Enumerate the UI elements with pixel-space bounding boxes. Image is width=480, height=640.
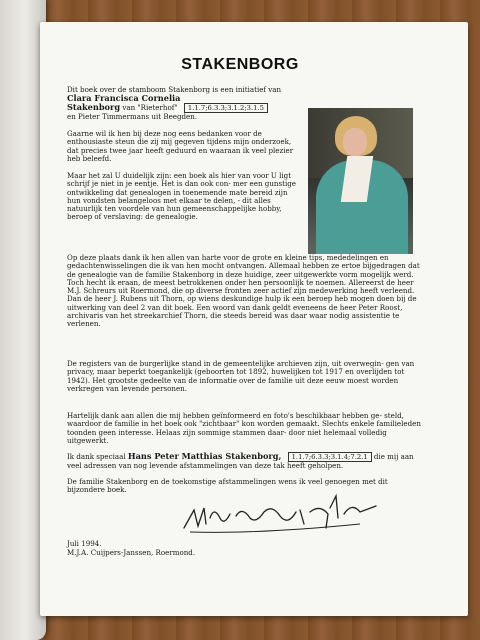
- genealogy-code: 1.1.7;6.3.3;3.1.2;3.1.5: [184, 103, 268, 113]
- paragraph-photos: Hartelijk dank aan allen die mij hebben geïnformeerd en foto's beschikbaar hebben ge- steld, waardoor de familie in het boek ook "zichtbaar" kon worden gemaakt. Slechts enkele familieleden toonden geen interesse. Helaas zijn sommige stammen daar- door niet helemaal volledig uitgewerkt.: [67, 411, 421, 445]
- paragraph-closing: De familie Stakenborg en de toekomstige afstammelingen wens ik veel genoegen met dit bijzondere boek.: [67, 477, 388, 495]
- initiator-place: van "Rieterhof": [122, 102, 178, 112]
- page-title: STAKENBORG: [181, 56, 299, 73]
- footer-date: Juli 1994.: [67, 539, 102, 548]
- paragraph-thanks: Gaarne wil ik hen bij deze nog eens bedanken voor de enthousiaste steun die zij mij gegeven tijdens mijn onderzoek, dat precies twee jaar heeft geduurd en waaraan ik veel plezier heb beleefd.: [67, 129, 294, 163]
- footer-author: M.J.A. Cuijpers-Janssen, Roermond.: [67, 548, 196, 557]
- portrait-photo: [308, 108, 413, 254]
- paragraph-acknowledgements: Op deze plaats dank ik hen allen van harte voor de grote en kleine tips, mededelingen en gedachtenwisselingen die ik van hen mocht ontvangen. Allemaal hebben ze ertoe bijgedragen dat de genealogie van de familie Stakenborg in deze huidige, zeer uitgewerkte vorm mogelijk werd. Toch hecht ik eraan, de meest betrokkenen onder hen persoonlijk te noemen. Allereerst de heer M.J. Schreurs uit Roermond, die op diverse fronten zeer actief zijn medewerking heeft verleend. Dan de heer J. Rubens uit Thorn, op wiens deskundige hulp ik een beroep heb mogen doen bij de uitwerking van deel 2 van dit boek. Een woord van dank geldt eveneens de heer Peter Roost, archivaris van het streekarchief Thorn, die steeds bereid was daar waar nodig assistentie te verlenen.: [67, 253, 420, 329]
- special-thanks-name: Hans Peter Matthias Stakenborg,: [127, 451, 282, 461]
- co-initiator: en Pieter Timmermans uit Beegden.: [67, 111, 198, 121]
- intro-block: [67, 86, 295, 121]
- genealogy-code-2: 1.1.7;6.3.3;3.1.4;7.2.1: [288, 452, 372, 462]
- paragraph-registers: De registers van de burgerlijke stand in de gemeentelijke archieven zijn, uit overwegin- gen van privacy, maar beperkt toegankelijk (geboorten tot 1892, huwelijken tot 1917 en overlijden tot 1942). Het grootste gedeelte van de informatie over de familie uit deze eeuw moest worden verkregen van levende personen.: [67, 359, 415, 393]
- special-thanks-pre: Ik dank speciaal: [67, 452, 126, 461]
- initiator-name: Clara Francisca Cornelia: [67, 93, 181, 104]
- special-thanks-post: die mij aan veel adressen van nog levende afstammelingen van deze tak heeft geholpen.: [67, 452, 414, 470]
- paragraph-special-thanks: [67, 452, 423, 470]
- initiator-surname: Stakenborg: [67, 101, 121, 112]
- intro-line: Dit boek over de stamboom Stakenborg is een initiatief van: [67, 85, 282, 94]
- paragraph-cooperation: Maar het zal U duidelijk zijn: een boek als hier van voor U ligt schrijf je niet in je eentje. Het is dan ook con- mer een gunstige ontwikkeling dat genealogen in toenemende mate bereid zijn hun vondsten belangeloos met elkaar te delen, - dit alles natuurlijk ten voordele van hun gemeenschappelijke hobby, beroep of verslaving: de genealogie.: [67, 171, 296, 222]
- handwritten-signature: [180, 488, 380, 538]
